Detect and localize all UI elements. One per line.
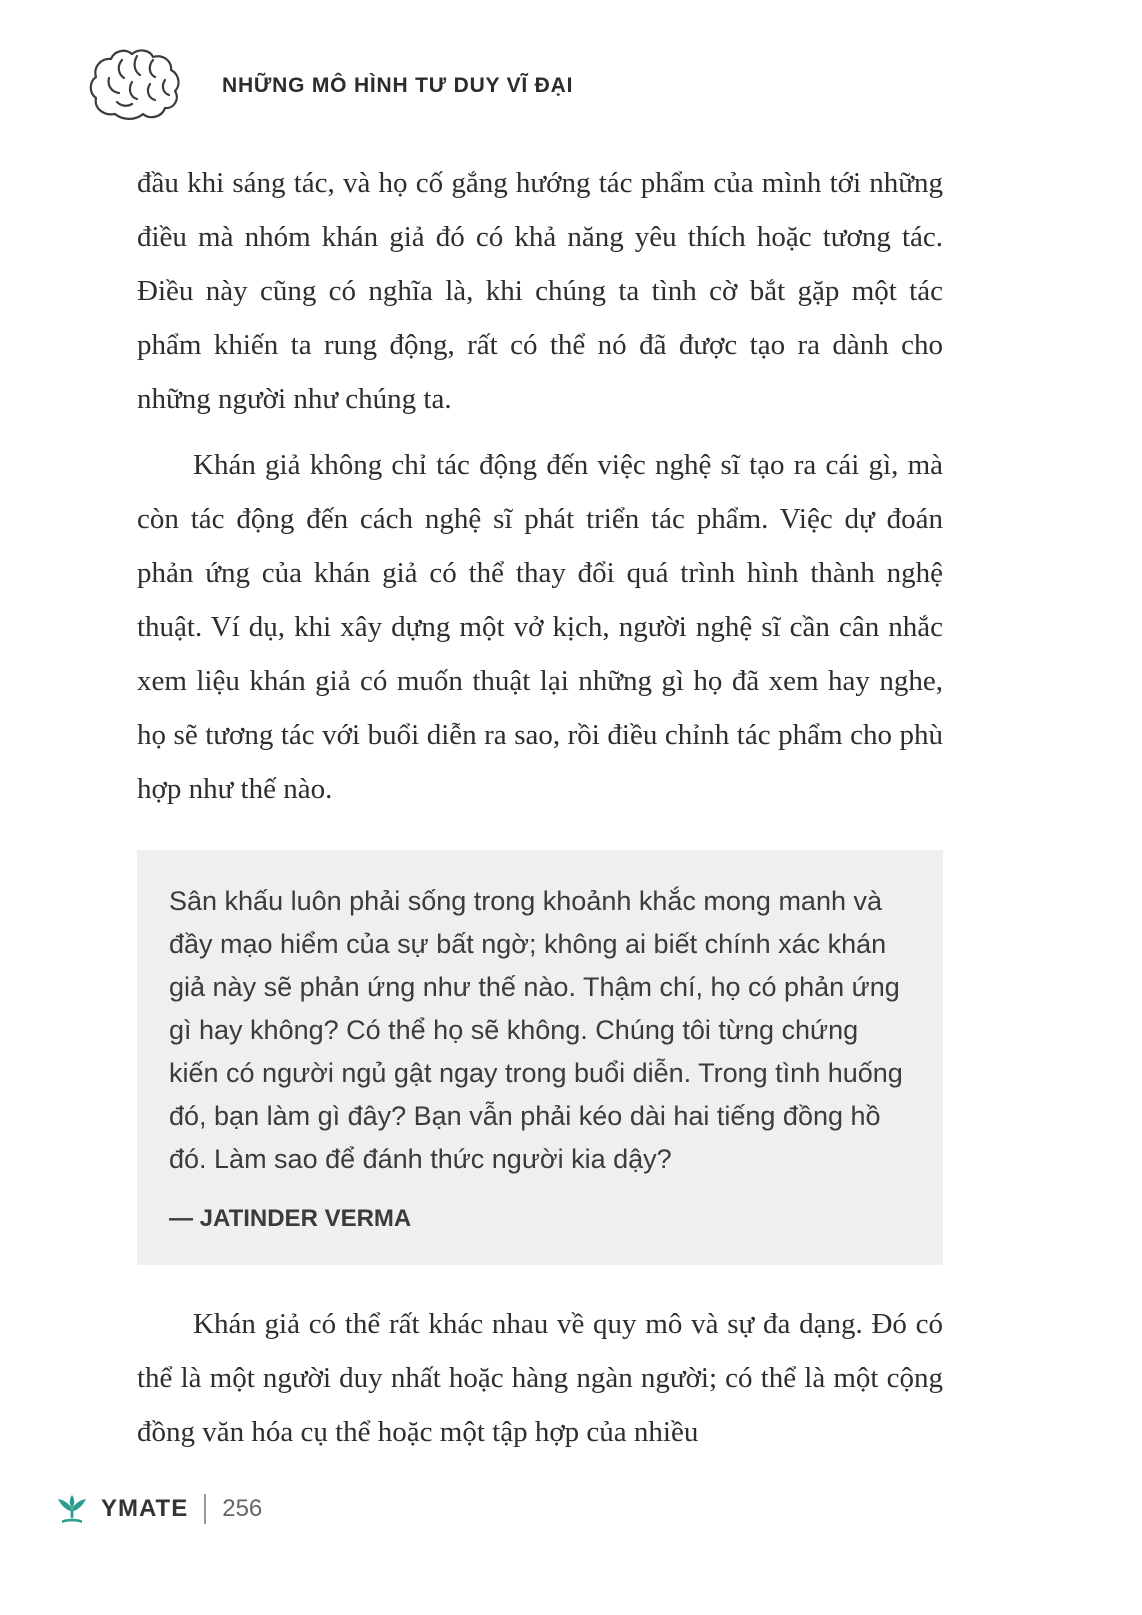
brand-name: YMATE (101, 1495, 189, 1522)
footer-divider (204, 1494, 206, 1524)
page-footer (55, 1492, 262, 1526)
body-paragraph-3: Khán giả có thể rất khác nhau về quy mô và sự đa dạng. Đó có thể là một người duy nhất hoặc hàng ngàn người; có thể là một cộng đồng văn hóa cụ thể hoặc một tập hợp của nhiều (137, 1308, 943, 1448)
page-number: 256 (222, 1495, 263, 1522)
body-paragraph-1: đầu khi sáng tác, và họ cố gắng hướng tác phẩm của mình tới những điều mà nhóm khán giả đó có khả năng yêu thích hoặc tương tác. Điều này cũng có nghĩa là, khi chúng ta tình cờ bắt gặp một tác phẩm khiến ta rung động, rất có thể nó đã được tạo ra dành cho những người như chúng ta. (137, 167, 943, 415)
quote-text: Sân khấu luôn phải sống trong khoảnh khắc mong manh và đầy mạo hiểm của sự bất ngờ; không ai biết chính xác khán giả này sẽ phản ứng như thế nào. Thậm chí, họ có phản ứng gì hay không? Có thể họ sẽ không. Chúng tôi từng chứng kiến có người ngủ gật ngay trong buổi diễn. Trong tình huống đó, bạn làm gì đây? Bạn vẫn phải kéo dài hai tiếng đồng hồ đó. Làm sao để đánh thức người kia dậy? (169, 886, 903, 1174)
quote-attribution: — JATINDER VERMA (169, 1205, 412, 1232)
ymate-logo-icon (55, 1492, 89, 1526)
running-header-title: NHỮNG MÔ HÌNH TƯ DUY VĨ ĐẠI (222, 74, 574, 97)
brain-icon (86, 46, 188, 126)
page-content (137, 156, 943, 1459)
quote-block (137, 850, 943, 1265)
page-header (86, 46, 573, 126)
body-paragraph-2: Khán giả không chỉ tác động đến việc nghệ sĩ tạo ra cái gì, mà còn tác động đến cách nghệ sĩ phát triển tác phẩm. Việc dự đoán phản ứng của khán giả có thể thay đổi quá trình hình thành nghệ thuật. Ví dụ, khi xây dựng một vở kịch, người nghệ sĩ cần cân nhắc xem liệu khán giả có muốn thuật lại những gì họ đã xem hay nghe, họ sẽ tương tác với buổi diễn ra sao, rồi điều chỉnh tác phẩm cho phù hợp như thế nào. (137, 449, 943, 805)
